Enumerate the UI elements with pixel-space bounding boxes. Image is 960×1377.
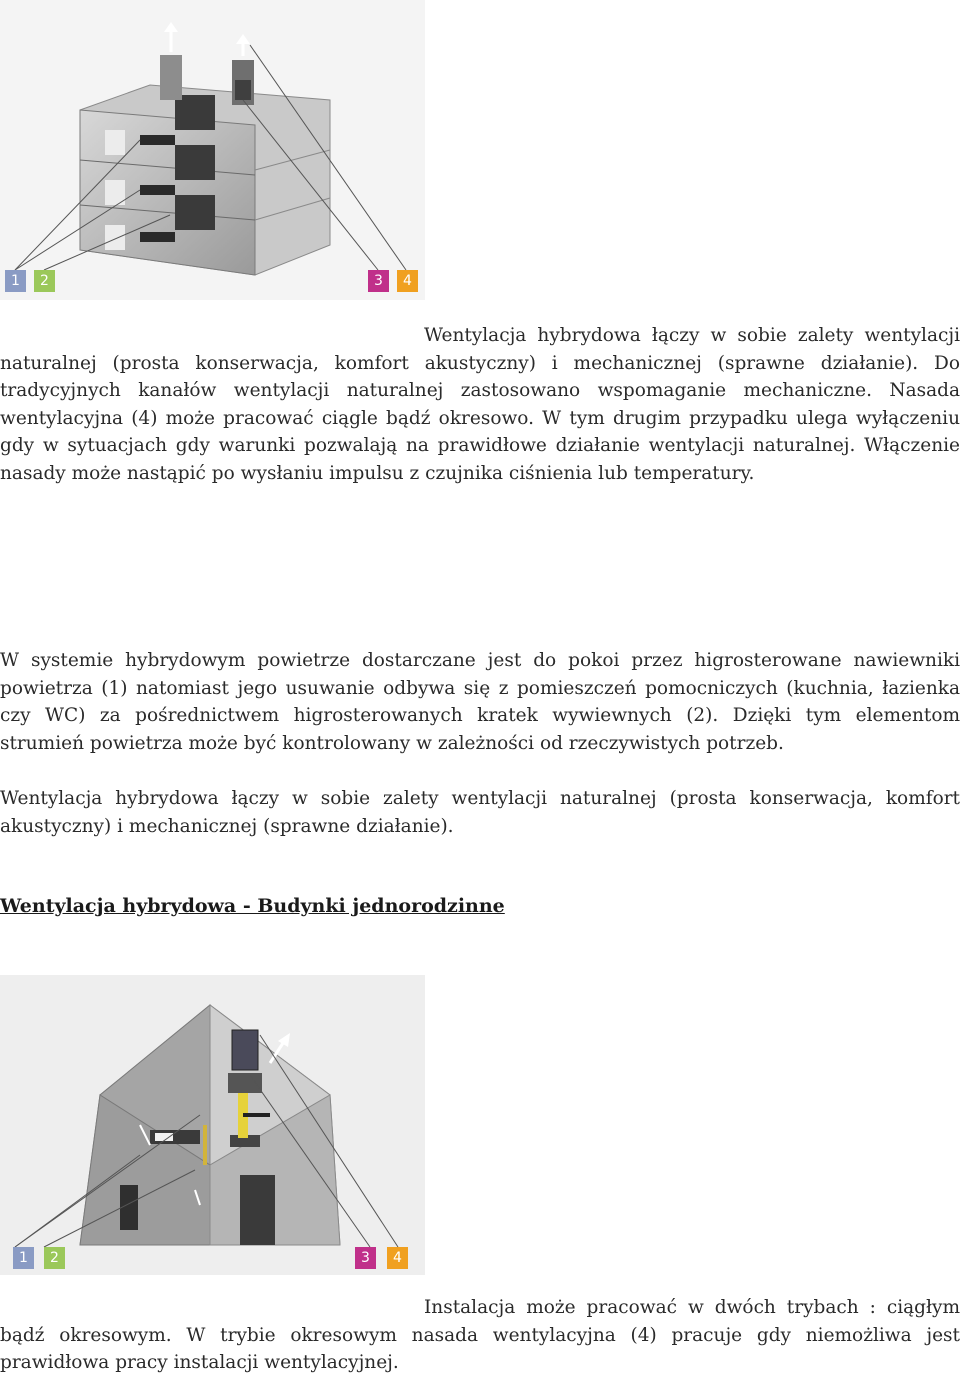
paragraph-4-text: Instalacja może pracować w dwóch trybach : ciągłym bądź okresowym. W trybie okresowym nasada wentylacyjna (4) pracuje gdy niemożliwa jest prawidłowa pracy instalacji wentylacyjnej.: [0, 1297, 960, 1373]
building-diagram-multistorey: [0, 0, 425, 300]
paragraph-2: W systemie hybrydowym powietrze dostarczane jest do pokoi przez higrosterowane nawiewniki powietrza (1) natomiast jego usuwanie odbywa się z pomieszczeń pomocniczych (kuchnia, łazienka czy WC) za pośrednictwem higrosterowanych kratek wywiewnych (2). Dzięki tym elementom strumień powietrza może być kontrolowany w zależności od rzeczywistych potrzeb.: [0, 650, 960, 754]
house-cutaway-illustration: [0, 975, 425, 1275]
paragraph-4: [0, 1294, 960, 1377]
paragraph-3: Wentylacja hybrydowa łączy w sobie zalety wentylacji naturalnej (prosta konserwacja, komfort akustyczny) i mechanicznej (sprawne działanie).: [0, 788, 960, 837]
badge-2: 2: [44, 1247, 65, 1269]
building-cutaway-illustration: [0, 0, 425, 300]
badge-2: 2: [34, 270, 55, 292]
badge-4: 4: [387, 1247, 408, 1269]
badge-1: 1: [5, 270, 26, 292]
building-diagram-single-family: [0, 975, 425, 1275]
section-heading: Wentylacja hybrydowa - Budynki jednorodzinne: [0, 895, 505, 917]
badge-4: 4: [397, 270, 418, 292]
paragraph-1: [0, 322, 960, 487]
paragraph-1-text: Wentylacja hybrydowa łączy w sobie zalety wentylacji naturalnej (prosta konserwacja, komfort akustyczny) i mechanicznej (sprawne działanie). Do tradycyjnych kanałów wentylacji naturalnej zastosowano wspomaganie mechaniczne. Nasada wentylacyjna (4) może pracować ciągle bądź okresowo. W tym drugim przypadku ulega wyłączeniu gdy w sytuacjach gdy warunki pozwalają na prawidłowe działanie wentylacji naturalnej. Włączenie nasady może nastąpić po wysłaniu impulsu z czujnika ciśnienia lub temperatury.: [0, 325, 960, 484]
badge-3: 3: [368, 270, 389, 292]
badge-3: 3: [355, 1247, 376, 1269]
badge-1: 1: [13, 1247, 34, 1269]
